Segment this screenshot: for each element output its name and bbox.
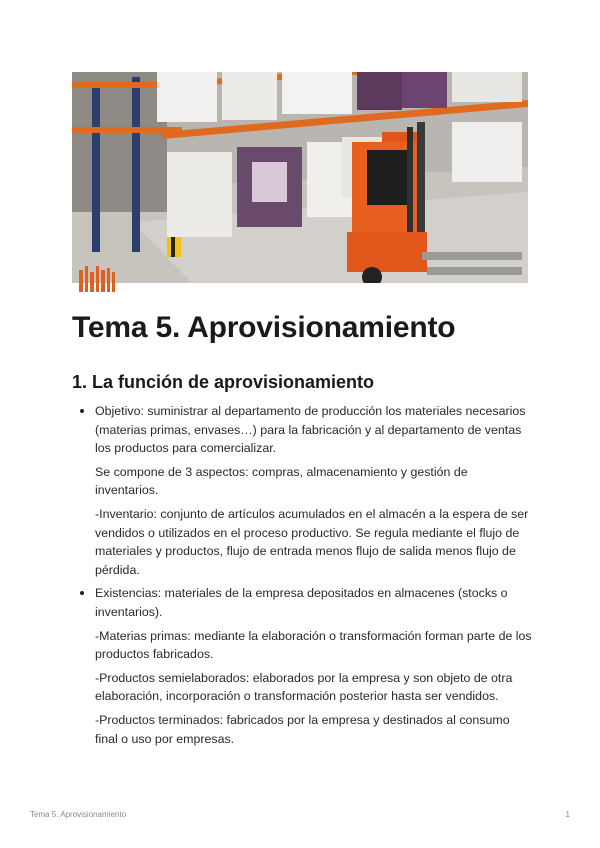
list-item [72,584,534,748]
paragraph: Objetivo: suministrar al departamento de producción los materiales necesarios (materias primas, envases…) para la fabricación y al departamento de ventas los productos para comercializar. [95,404,526,456]
page-number: 1 [565,810,570,819]
page-title: Tema 5. Aprovisionamiento [72,311,456,344]
section-content [72,402,534,753]
footer-title: Tema 5. Aprovisionamiento [30,810,127,819]
paragraph: Existencias: materiales de la empresa depositados en almacenes (stocks o inventarios). [95,586,508,619]
paragraph: -Materias primas: mediante la elaboración o transformación forman parte de los productos fabricados. [95,628,532,662]
paragraph: -Productos terminados: fabricados por la empresa y destinados al consumo final o uso por empresas. [95,712,510,746]
barcode-icon [79,266,115,292]
paragraph: Se compone de 3 aspectos: compras, almacenamiento y gestión de inventarios. [95,464,468,498]
list-item [72,402,534,579]
cover-image [72,72,528,283]
paragraph: -Productos semielaborados: elaborados por la empresa y son objeto de otra elaboración, incorporación o transformación posterior hasta ser vendidos. [95,670,513,704]
paragraph: -Inventario: conjunto de artículos acumulados en el almacén a la espera de ser vendidos o utilizados en el proceso productivo. Se regula mediante el flujo de materiales y productos, flujo de entrada menos flujo de salida menos flujo de pérdida. [95,506,529,577]
bullet-list [72,402,534,748]
section-heading: 1. La función de aprovisionamiento [72,372,375,392]
